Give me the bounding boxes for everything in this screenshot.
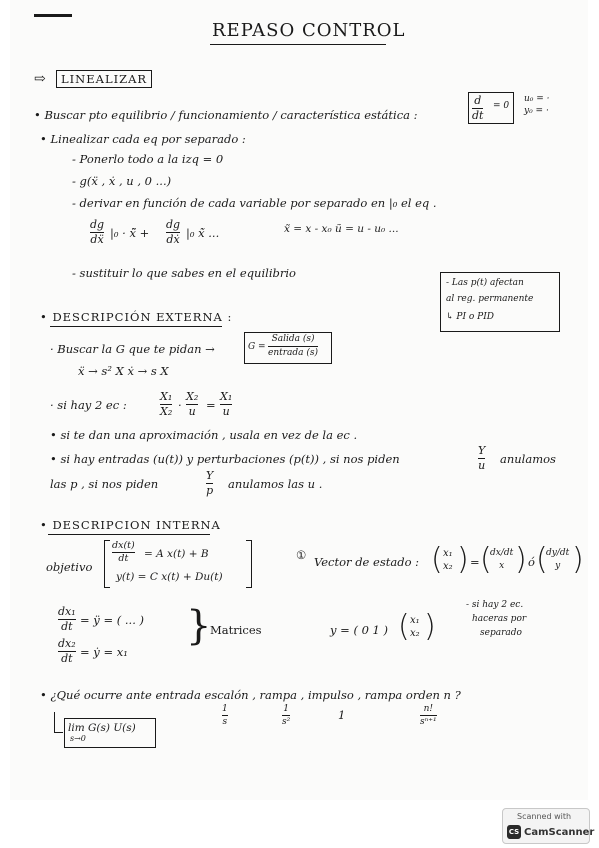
output-state-column: x₁ x₂ xyxy=(410,615,420,639)
tilde-definitions: x̃ = x - x₀ ũ = u - u₀ ... xyxy=(284,223,399,235)
frac-x2-u: X₂ u xyxy=(186,390,199,418)
linealizar-step-left: - Ponerlo todo a la izq = 0 xyxy=(72,152,224,166)
ycol-close-paren: ) xyxy=(424,609,436,644)
linealizar-bullet-separate: • Linealizar cada eq por separado : xyxy=(40,132,246,146)
page-title: REPASO CONTROL xyxy=(212,20,406,41)
linealizar-step-derive: - derivar en función de cada variable por separado en |₀ el eq . xyxy=(72,196,437,210)
dx1-equation-rhs: = ÿ = ( ... ) xyxy=(80,613,144,627)
camscanner-brand: CamScanner xyxy=(524,827,595,838)
externa-line-u: anulamos las u . xyxy=(228,477,323,491)
state-vector-label: Vector de estado : xyxy=(314,555,420,569)
frac-y-u: Y u xyxy=(478,444,486,472)
laplace-impulse: 1 xyxy=(338,708,346,722)
externa-bullet-inputs: • si hay entradas (u(t)) y perturbaciones (p(t)) , si nos piden xyxy=(50,452,400,466)
side-note-line-2: haceras por xyxy=(472,614,527,624)
vector3-open-paren: ( xyxy=(536,542,548,577)
frac-x1-x2: X₁ X₂ xyxy=(160,390,173,418)
output-equation: y(t) = C x(t) + Du(t) xyxy=(116,571,223,583)
note-line-1: - Las p(t) afectan xyxy=(446,278,524,288)
interna-underline xyxy=(48,534,210,535)
externa-bullet-two-eq: · si hay 2 ec : xyxy=(50,398,127,412)
arrow-icon: ⇨ xyxy=(34,71,46,87)
externa-bullet-g: · Buscar la G que te pidan → xyxy=(50,342,215,356)
scanned-with-label: Scanned with xyxy=(517,812,572,821)
vector1-close-paren: ) xyxy=(457,542,469,577)
matrices-brace: } xyxy=(186,603,212,649)
externa-bullet-approximation: • si te dan una aproximación , usala en vez de la ec . xyxy=(50,428,358,442)
derivative-operator: d dt xyxy=(472,94,484,122)
linealizar-bullet-equilibrium: • Buscar pto equilibrio / funcionamiento / característica estática : xyxy=(34,108,418,122)
frac-equals: = xyxy=(206,398,216,412)
matrices-label: Matrices xyxy=(210,623,262,637)
linealizar-step-function: - g(ẍ , ẋ , u , 0 ...) xyxy=(72,174,172,188)
dx1-dt: dx₁ dt xyxy=(58,605,76,633)
g-fraction: Salida (s) entrada (s) xyxy=(268,334,319,358)
section-interna-heading: • DESCRIPCION INTERNA xyxy=(40,518,221,532)
ycol-open-paren: ( xyxy=(398,609,410,644)
objetivo-label: objetivo xyxy=(46,560,93,574)
vector-or: ó xyxy=(528,555,535,569)
state-derivative: dx(t) dt xyxy=(112,540,135,564)
input-types-question: • ¿Qué ocurre ante entrada escalón , rampa , impulso , rampa orden n ? xyxy=(40,688,461,702)
output-row-equation: y = ( 0 1 ) xyxy=(330,623,389,637)
camscanner-logo-icon: CS xyxy=(507,825,521,839)
camscanner-badge xyxy=(502,808,595,844)
vector-dxdt-x: dx/dt x xyxy=(490,548,514,571)
side-note-line-1: - si hay 2 ec. xyxy=(466,600,524,610)
laplace-rules: ẍ → s² X ẋ → s X xyxy=(78,364,169,378)
section-linealizar-heading: LINEALIZAR xyxy=(56,70,152,88)
anulamos-label: anulamos xyxy=(500,452,556,466)
side-note-line-3: separado xyxy=(480,628,522,638)
state-space-bracket-left xyxy=(104,540,110,588)
g-label: G = xyxy=(248,342,266,352)
vector2-close-paren: ) xyxy=(515,542,527,577)
dx2-equation-rhs: = ẏ = x₁ xyxy=(80,645,128,659)
laplace-ramp: 1 s² xyxy=(282,704,291,727)
state-space-bracket-right xyxy=(246,540,252,588)
partial-derivative-1-tail: |₀ · x̃̈ + xyxy=(110,226,150,240)
externa-line-p: las p , si nos piden xyxy=(50,477,159,491)
vector1-open-paren: ( xyxy=(431,542,443,577)
dx2-dt: dx₂ dt xyxy=(58,637,76,665)
section-externa-heading: • DESCRIPCIÓN EXTERNA : xyxy=(40,310,233,324)
partial-derivative-2-tail: |₀ x̃̇ ... xyxy=(186,226,220,240)
vector-equals: = xyxy=(470,555,480,569)
laplace-step: 1 s xyxy=(222,704,228,727)
u0-value: u₀ = · xyxy=(524,94,550,104)
note-marker: ① xyxy=(296,548,307,562)
vector-dydt-y: dy/dt y xyxy=(546,548,570,571)
note-line-3: ↳ PI o PID xyxy=(446,312,494,322)
y0-value: y₀ = · xyxy=(524,106,549,116)
frac-x1-u: X₁ u xyxy=(220,390,233,418)
vector2-open-paren: ( xyxy=(480,542,492,577)
top-mark xyxy=(34,14,72,17)
final-value-limit-sub: s→0 xyxy=(70,734,86,743)
final-value-limit: lim G(s) U(s) xyxy=(68,722,136,734)
linealizar-step-substitute: - sustituir lo que sabes en el equilibrio xyxy=(72,266,296,280)
vector3-close-paren: ) xyxy=(572,542,584,577)
laplace-ramp-n: n! sⁿ⁺¹ xyxy=(420,704,437,727)
state-equation-rhs: = A x(t) + B xyxy=(144,548,209,560)
title-underline xyxy=(210,44,386,45)
partial-derivative-2: dg dẋ xyxy=(166,218,181,246)
vector-x1-x2: x₁ x₂ xyxy=(443,548,453,572)
partial-derivative-1: dg dẍ xyxy=(90,218,105,246)
externa-underline xyxy=(50,326,222,327)
frac-product-dot: · xyxy=(178,398,182,412)
note-line-2: al reg. permanente xyxy=(446,294,534,304)
limit-arrow-stem xyxy=(54,712,63,733)
derivative-equals-zero: = 0 xyxy=(493,101,510,111)
frac-y-p: Y p xyxy=(206,469,214,497)
